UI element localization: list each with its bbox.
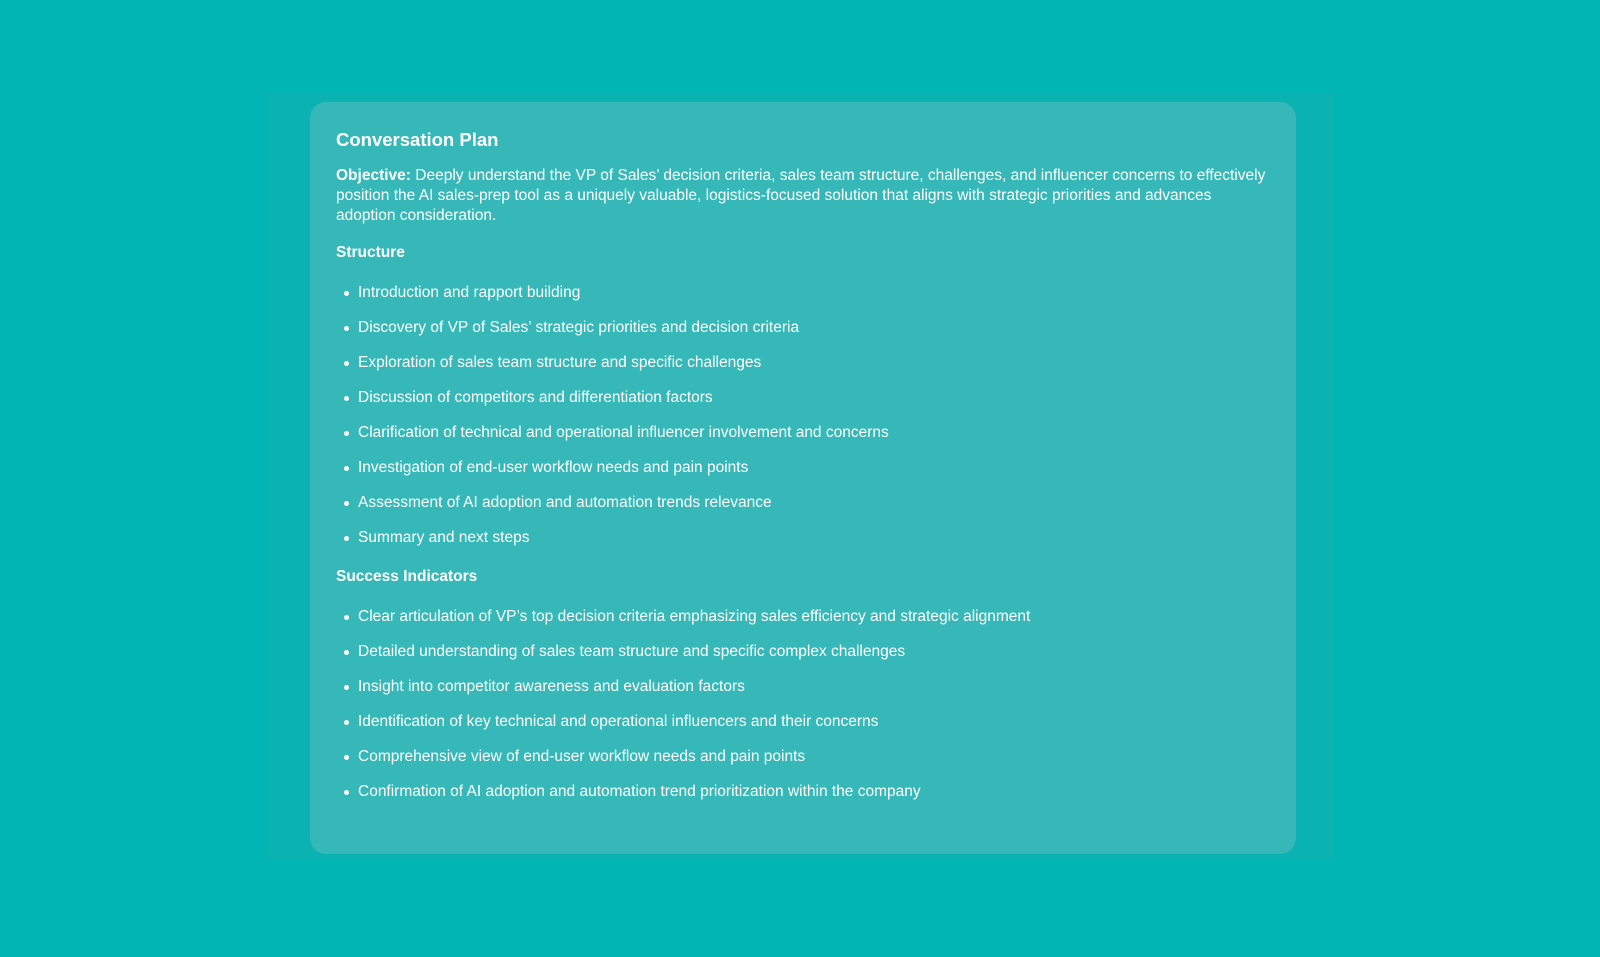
bullet-icon xyxy=(344,326,349,331)
bullet-icon xyxy=(344,501,349,506)
bullet-icon xyxy=(344,291,349,296)
structure-item-text: Discussion of competitors and differentiation factors xyxy=(358,389,713,406)
bullet-icon xyxy=(344,536,349,541)
card-title: Conversation Plan xyxy=(336,129,499,150)
bullet-icon xyxy=(344,431,349,436)
success-item-text: Insight into competitor awareness and evaluation factors xyxy=(358,678,745,695)
structure-item xyxy=(336,423,1270,443)
structure-item-text: Summary and next steps xyxy=(358,529,530,546)
structure-item xyxy=(336,493,1270,513)
structure-item xyxy=(336,458,1270,478)
structure-item-text: Clarification of technical and operational influencer involvement and concerns xyxy=(358,424,889,441)
objective-paragraph xyxy=(336,166,1266,226)
success-item xyxy=(336,677,1270,697)
structure-item-text: Assessment of AI adoption and automation trends relevance xyxy=(358,494,772,511)
structure-item xyxy=(336,353,1270,373)
structure-item-text: Discovery of VP of Sales’ strategic priorities and decision criteria xyxy=(358,319,800,336)
success-item xyxy=(336,642,1270,662)
success-indicators-heading: Success Indicators xyxy=(336,568,478,585)
success-item-text: Confirmation of AI adoption and automation trend prioritization within the company xyxy=(358,783,921,800)
structure-item xyxy=(336,283,1270,303)
success-item-text: Comprehensive view of end-user workflow needs and pain points xyxy=(358,748,806,765)
structure-item xyxy=(336,318,1270,338)
structure-heading: Structure xyxy=(336,244,405,261)
bullet-icon xyxy=(344,685,349,690)
success-item xyxy=(336,747,1270,767)
bullet-icon xyxy=(344,361,349,366)
conversation-plan-card xyxy=(310,102,1296,854)
structure-item-text: Investigation of end-user workflow needs and pain points xyxy=(358,459,749,476)
structure-list xyxy=(336,283,1270,548)
structure-item xyxy=(336,388,1270,408)
bullet-icon xyxy=(344,615,349,620)
structure-item-text: Introduction and rapport building xyxy=(358,284,581,301)
success-item-text: Detailed understanding of sales team structure and specific complex challenges xyxy=(358,643,906,660)
bullet-icon xyxy=(344,650,349,655)
bullet-icon xyxy=(344,396,349,401)
success-item xyxy=(336,782,1270,802)
structure-item-text: Exploration of sales team structure and specific challenges xyxy=(358,354,762,371)
objective-label: Objective: xyxy=(336,167,411,184)
structure-item xyxy=(336,528,1270,548)
objective-text: Deeply understand the VP of Sales’ decision criteria, sales team structure, challenges, and influencer concerns to effectively position the AI sales-prep tool as a uniquely valuable, logistics-focused solution that aligns with strategic priorities and advances adoption consideration. xyxy=(336,167,1266,224)
success-item-text: Clear articulation of VP’s top decision criteria emphasizing sales efficiency and strategic alignment xyxy=(358,608,1031,625)
bullet-icon xyxy=(344,720,349,725)
bullet-icon xyxy=(344,790,349,795)
success-item xyxy=(336,607,1270,627)
success-item-text: Identification of key technical and operational influencers and their concerns xyxy=(358,713,879,730)
bullet-icon xyxy=(344,755,349,760)
success-indicators-list xyxy=(336,607,1270,802)
success-item xyxy=(336,712,1270,732)
bullet-icon xyxy=(344,466,349,471)
